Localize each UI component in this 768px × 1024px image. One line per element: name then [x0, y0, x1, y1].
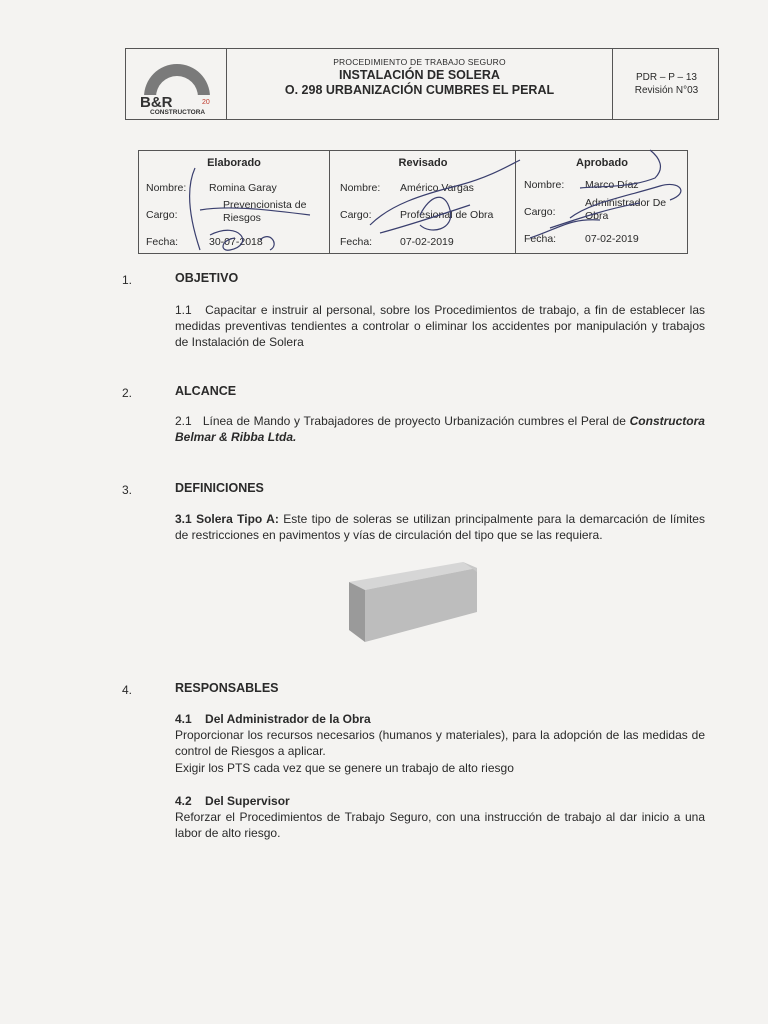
subsection-title: Del Administrador de la Obra [205, 712, 371, 726]
objetivo-paragraph [175, 302, 705, 350]
column-elaborado [139, 151, 329, 253]
label-cargo: Cargo: [146, 209, 178, 221]
label-cargo: Cargo: [524, 206, 556, 218]
label-nombre: Nombre: [524, 179, 565, 191]
section-title-definiciones: DEFINICIONES [175, 481, 264, 495]
aprobado-nombre: Marco Díaz [585, 179, 639, 191]
label-fecha: Fecha: [524, 233, 557, 245]
company-logo [134, 57, 220, 115]
column-heading: Aprobado [576, 157, 628, 169]
elaborado-nombre: Romina Garay [209, 182, 277, 194]
label-nombre: Nombre: [146, 182, 187, 194]
section-number: 4. [122, 683, 133, 697]
label-fecha: Fecha: [146, 236, 179, 248]
label-nombre: Nombre: [340, 182, 381, 194]
section-number: 3. [122, 483, 133, 497]
section-title-objetivo: OBJETIVO [175, 271, 239, 285]
paragraph-number: 1.1 [175, 303, 192, 317]
document-header [125, 48, 719, 120]
document-project: O. 298 URBANIZACIÓN CUMBRES EL PERAL [284, 83, 555, 97]
paragraph-number: 2.1 [175, 414, 192, 428]
company-name: Constructora Belmar & Ribba Ltda. [175, 414, 705, 444]
subsection-number: 4.1 [175, 712, 192, 726]
section-number: 2. [122, 386, 133, 400]
document-subtitle: PROCEDIMIENTO DE TRABAJO SEGURO [333, 57, 506, 67]
aprobado-fecha: 07-02-2019 [585, 233, 639, 245]
column-heading: Elaborado [207, 157, 261, 169]
paragraph-text: Capacitar e instruir al personal, sobre los Procedimientos de trabajo, a fin de establecer las medidas preventivas tendientes a controlar o eliminar los accidentes por manipulación y trabajos de Instalación de Solera [175, 303, 705, 349]
document-revision: Revisión N°03 [634, 85, 699, 96]
subsection-4-1 [175, 712, 371, 726]
subsection-title: Del Supervisor [205, 794, 290, 808]
column-revisado [329, 151, 516, 253]
revisado-fecha: 07-02-2019 [400, 236, 454, 248]
paragraph-text: Línea de Mando y Trabajadores de proyecto Urbanización cumbres el Peral de [202, 414, 626, 428]
approvals-table [138, 150, 688, 254]
label-cargo: Cargo: [340, 209, 372, 221]
supervisor-paragraph: Reforzar el Procedimientos de Trabajo Seguro, con una instrucción de trabajo al dar inicio a una labor de alto riesgo. [175, 810, 705, 840]
administrador-paragraph-2: Exigir los PTS cada vez que se genere un trabajo de alto riesgo [175, 761, 514, 775]
aprobado-cargo: Administrador De Obra [585, 197, 667, 222]
section-title-alcance: ALCANCE [175, 384, 237, 398]
revisado-nombre: Américo Vargas [400, 182, 474, 194]
document-title: INSTALACIÓN DE SOLERA [339, 68, 500, 82]
document-code: PDR – P – 13 [636, 72, 697, 83]
svg-text:20: 20 [202, 99, 210, 106]
definition-term: 3.1 Solera Tipo A: [175, 512, 279, 526]
administrador-paragraph: Proporcionar los recursos necesarios (humanos y materiales), para la adopción de las medidas de control de Riesgos a aplicar. [175, 728, 705, 758]
definiciones-paragraph [175, 511, 705, 543]
elaborado-fecha: 30-07-2018 [209, 236, 263, 248]
subsection-number: 4.2 [175, 794, 192, 808]
section-title-responsables: RESPONSABLES [175, 681, 279, 695]
subsection-4-2 [175, 794, 290, 808]
svg-text:B&R: B&R [140, 94, 173, 111]
paragraph-text: Este tipo de soleras se utilizan principalmente para la demarcación de límites de restricciones en pavimentos y vías de circulación del tipo que se las requiera. [175, 512, 705, 542]
elaborado-cargo: Prevencionista de Riesgos [223, 199, 307, 224]
svg-text:CONSTRUCTORA: CONSTRUCTORA [150, 109, 206, 115]
column-heading: Revisado [398, 157, 448, 169]
revisado-cargo: Profesional de Obra [400, 209, 494, 221]
alcance-paragraph [175, 413, 705, 445]
solera-image [345, 560, 480, 645]
section-number: 1. [122, 273, 133, 287]
label-fecha: Fecha: [340, 236, 373, 248]
column-aprobado [515, 151, 688, 253]
